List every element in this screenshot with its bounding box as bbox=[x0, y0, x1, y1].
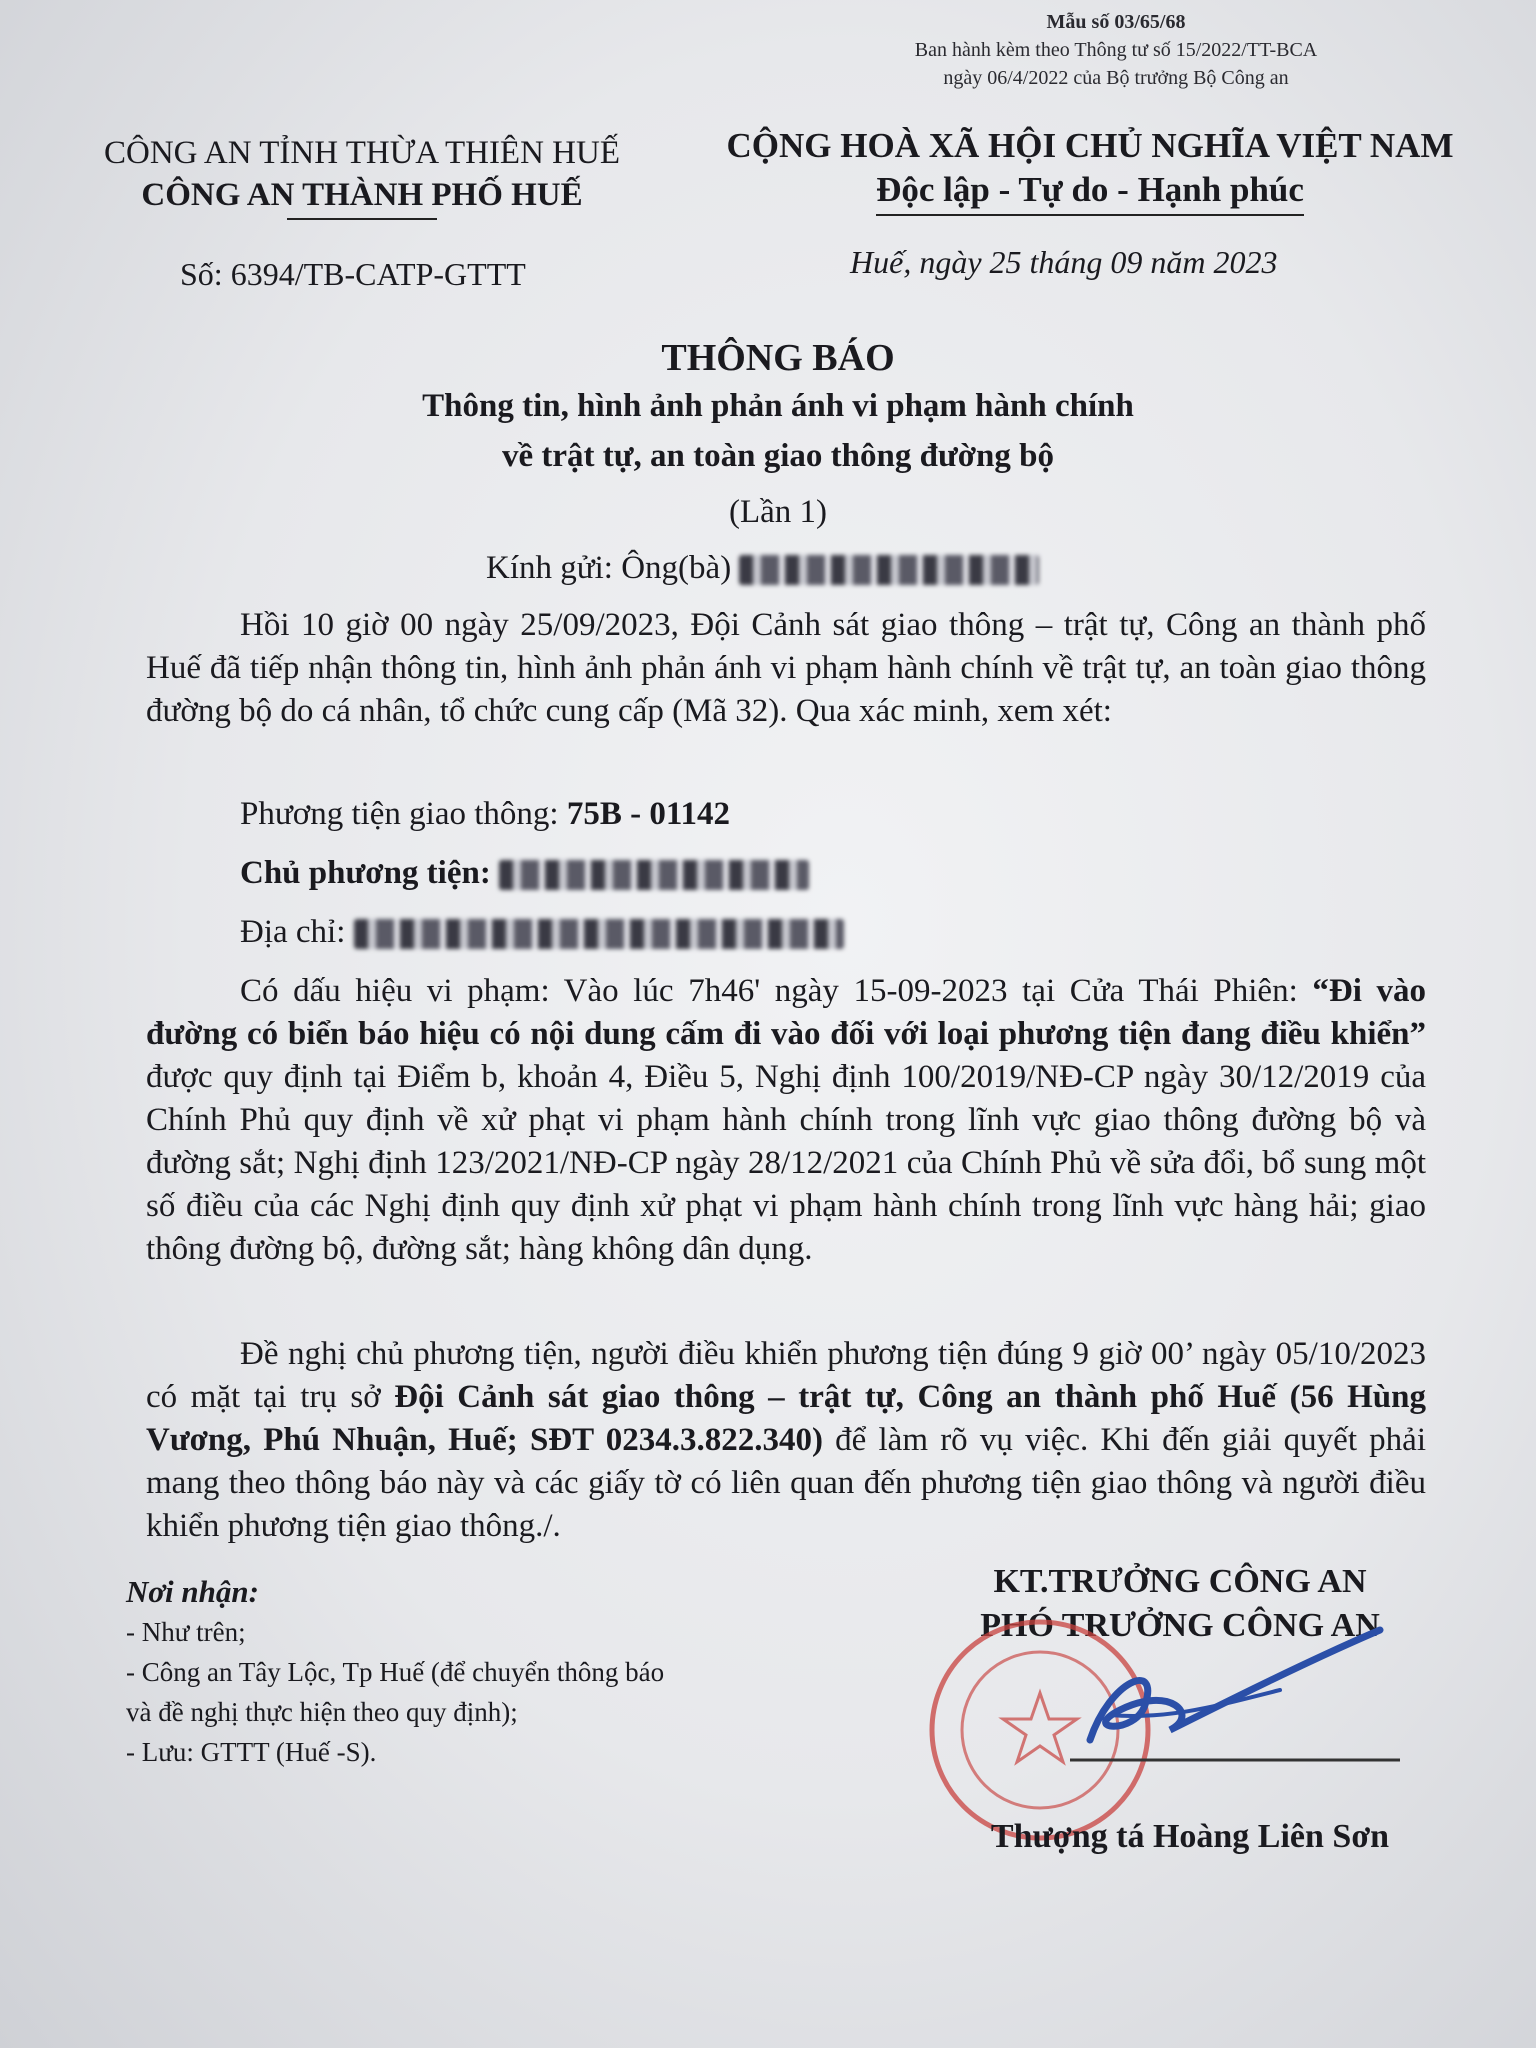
agency-line1: CÔNG AN TỈNH THỪA THIÊN HUẾ bbox=[103, 135, 620, 171]
owner-line bbox=[240, 855, 809, 892]
paragraph-receipt: Hồi 10 giờ 00 ngày 25/09/2023, Đội Cảnh sát giao thông – trật tự, Công an thành phố Huế đã tiếp nhận thông tin, hình ảnh phản ánh vi phạm hành chính về trật tự, an toàn giao thông đường bộ do cá nhân, tổ chức cung cấp (Mã 32). Qua xác minh, xem xét: bbox=[146, 607, 1426, 729]
violation-legal-basis: được quy định tại Điểm b, khoản 4, Điều 5, Nghị định 100/2019/NĐ-CP ngày 30/12/2019 của Chính Phủ quy định về xử phạt vi phạm hành chính trong lĩnh vực giao thông đường bộ và đường sắt; Nghị định 123/2021/NĐ-CP ngày 28/12/2021 của Chính Phủ về sửa đổi, bổ sung một số điều của các Nghị định quy định xử phạt vi phạm hành chính trong lĩnh vực hàng hải; giao thông đường bộ, đường sắt; hàng không dân dụng. bbox=[146, 1059, 1426, 1267]
notice-subtitle-1: Thông tin, hình ảnh phản ánh vi phạm hành chính bbox=[422, 388, 1134, 424]
place-date: Huế, ngày 25 tháng 09 năm 2023 bbox=[850, 244, 1278, 280]
signature-title-2: PHÓ TRƯỞNG CÔNG AN bbox=[980, 1607, 1380, 1644]
recipient-line bbox=[486, 550, 1039, 587]
recipients-block bbox=[126, 1572, 826, 1772]
notice-subtitle-2: về trật tự, an toàn giao thông đường bộ bbox=[501, 438, 1054, 474]
form-header bbox=[836, 8, 1396, 92]
form-issued-with: Ban hành kèm theo Thông tư số 15/2022/TT-BCA bbox=[914, 39, 1318, 61]
vehicle-label: Phương tiện giao thông: bbox=[240, 796, 567, 832]
signer-name: Thượng tá Hoàng Liên Sơn bbox=[990, 1818, 1390, 1855]
vehicle-line bbox=[240, 796, 730, 833]
notice-title: THÔNG BÁO bbox=[661, 337, 895, 379]
owner-label: Chủ phương tiện: bbox=[240, 855, 491, 891]
agency-header bbox=[82, 132, 642, 220]
nation-motto: Độc lập - Tự do - Hạnh phúc bbox=[876, 168, 1304, 216]
nation-line1: CỘNG HOÀ XÃ HỘI CHỦ NGHĨA VIỆT NAM bbox=[726, 126, 1454, 165]
paragraph-violation bbox=[146, 970, 1426, 1271]
form-number: Mẫu số 03/65/68 bbox=[1046, 11, 1186, 33]
nation-header bbox=[690, 124, 1490, 216]
notice-attempt: (Lần 1) bbox=[728, 494, 828, 530]
agency-line2: CÔNG AN THÀNH PHỐ HUẾ bbox=[141, 177, 583, 213]
summons-rest: để làm rõ vụ việc. Khi đến giải quyết phải mang theo thông báo này và các giấy tờ có liên quan đến phương tiện giao thông và người điều khiển phương tiện giao thông./. bbox=[146, 1422, 1426, 1544]
recipients-item: - Công an Tây Lộc, Tp Huế (để chuyển thông báo bbox=[126, 1657, 665, 1687]
agency-underline bbox=[287, 218, 437, 220]
address-label: Địa chỉ: bbox=[240, 914, 346, 950]
document-number: Số: 6394/TB-CATP-GTTT bbox=[180, 256, 526, 292]
violation-intro: Có dấu hiệu vi phạm: Vào lúc 7h46' ngày 15-09-2023 tại Cửa Thái Phiên: bbox=[240, 973, 1313, 1009]
address-line bbox=[240, 914, 844, 951]
recipients-item: - Như trên; bbox=[126, 1617, 246, 1647]
paragraph-summons bbox=[146, 1333, 1426, 1548]
redacted-owner-name bbox=[499, 860, 809, 890]
violation-description: “Đi vào đường có biển báo hiệu có nội dung cấm đi vào đối với loại phương tiện đang điều khiển” bbox=[146, 973, 1426, 1052]
recipients-item: - Lưu: GTTT (Huế -S). bbox=[126, 1737, 377, 1767]
summons-intro: Đề nghị chủ phương tiện, người điều khiển phương tiện đúng 9 giờ 00’ ngày 05/10/2023 có mặt tại trụ sở bbox=[146, 1336, 1426, 1415]
recipients-heading: Nơi nhận: bbox=[126, 1574, 259, 1609]
signature-title-1: KT.TRƯỞNG CÔNG AN bbox=[993, 1563, 1367, 1600]
recipient-label: Kính gửi: Ông(bà) bbox=[486, 550, 732, 586]
summons-office: Đội Cảnh sát giao thông – trật tự, Công an thành phố Huế (56 Hùng Vương, Phú Nhuận, Huế; SĐT 0234.3.822.340) bbox=[146, 1379, 1426, 1458]
recipients-item: và đề nghị thực hiện theo quy định); bbox=[126, 1697, 518, 1727]
signature-icon bbox=[1050, 1620, 1430, 1770]
redacted-recipient-name bbox=[739, 555, 1039, 585]
redacted-address bbox=[354, 919, 844, 949]
form-issued-date: ngày 06/4/2022 của Bộ trưởng Bộ Công an bbox=[943, 67, 1289, 89]
vehicle-plate: 75B - 01142 bbox=[566, 796, 731, 832]
